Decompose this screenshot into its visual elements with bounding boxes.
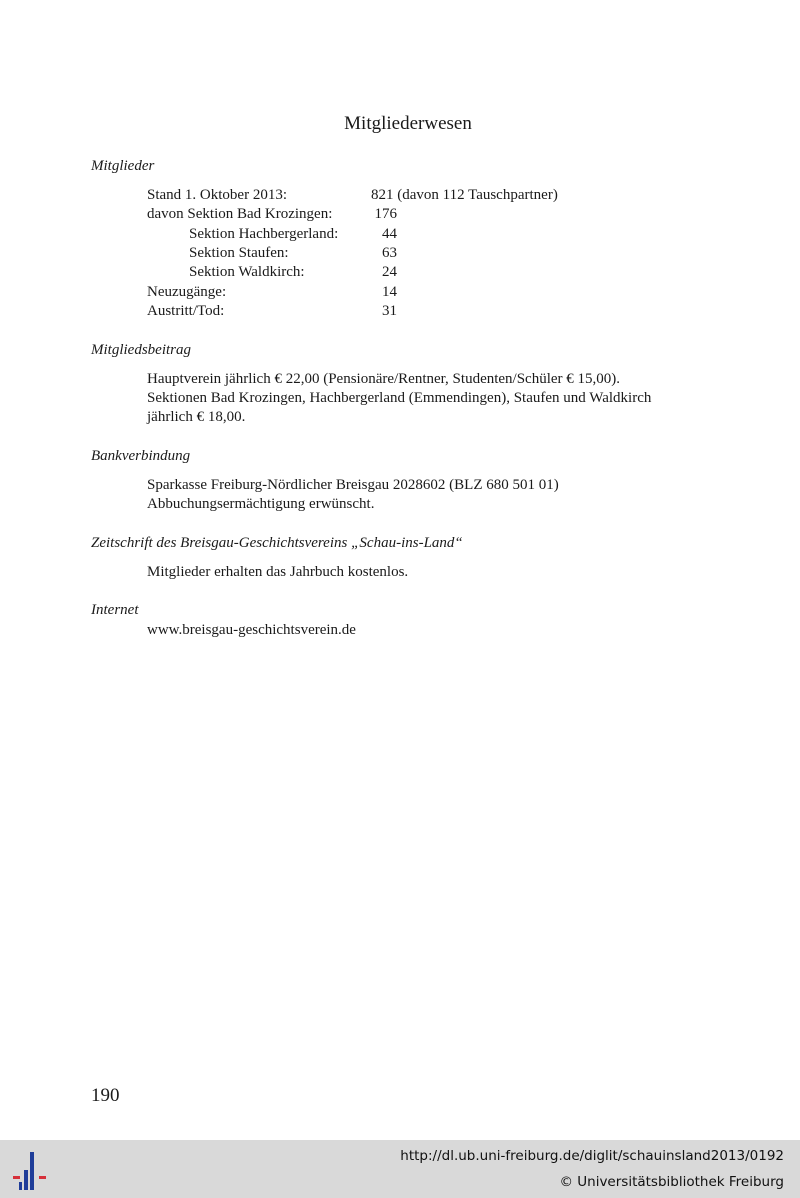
section-heading-zeitschrift: Zeitschrift des Breisgau-Geschichtsvereins „Schau-ins-Land“ <box>91 535 463 551</box>
footer-url[interactable]: http://dl.ub.uni-freiburg.de/diglit/schauinsland2013/0192 <box>400 1148 784 1164</box>
page-title: Mitgliederwesen <box>344 113 472 134</box>
austritt-value: 31 <box>382 303 397 319</box>
stand-label: Stand 1. Oktober 2013: <box>147 187 287 203</box>
hachbergerland-value: 44 <box>382 226 397 242</box>
bank-line-1: Sparkasse Freiburg-Nördlicher Breisgau 2028602 (BLZ 680 501 01) <box>147 477 559 493</box>
bad-krozingen-value: 176 <box>374 206 397 222</box>
internet-link[interactable]: www.breisgau-geschichtsverein.de <box>147 622 356 638</box>
footer-copyright: © Universitätsbibliothek Freiburg <box>559 1174 784 1190</box>
staufen-value: 63 <box>382 245 397 261</box>
ub-freiburg-logo-icon[interactable] <box>10 1150 52 1192</box>
beitrag-line-2: Sektionen Bad Krozingen, Hachbergerland (Emmendingen), Staufen und Waldkirch <box>147 390 652 406</box>
section-heading-mitglieder: Mitglieder <box>91 158 155 174</box>
austritt-label: Austritt/Tod: <box>147 303 225 319</box>
stand-value: 821 (davon 112 Tauschpartner) <box>371 187 558 203</box>
section-heading-beitrag: Mitgliedsbeitrag <box>91 342 191 358</box>
section-heading-internet: Internet <box>91 602 139 618</box>
bank-line-2: Abbuchungsermächtigung erwünscht. <box>147 496 375 512</box>
neuzugaenge-label: Neuzugänge: <box>147 284 227 300</box>
staufen-label: Sektion Staufen: <box>189 245 289 261</box>
waldkirch-label: Sektion Waldkirch: <box>189 264 305 280</box>
neuzugaenge-value: 14 <box>382 284 397 300</box>
hachbergerland-label: Sektion Hachbergerland: <box>189 226 339 242</box>
beitrag-line-3: jährlich € 18,00. <box>147 409 246 425</box>
section-heading-bank: Bankverbindung <box>91 448 191 464</box>
zeitschrift-line-1: Mitglieder erhalten das Jahrbuch kostenlos. <box>147 564 409 580</box>
page-number: 190 <box>91 1085 120 1106</box>
beitrag-line-1: Hauptverein jährlich € 22,00 (Pensionäre/Rentner, Studenten/Schüler € 15,00). <box>147 371 621 387</box>
bad-krozingen-label: davon Sektion Bad Krozingen: <box>147 206 333 222</box>
waldkirch-value: 24 <box>382 264 397 280</box>
footer-bar <box>0 1140 800 1198</box>
